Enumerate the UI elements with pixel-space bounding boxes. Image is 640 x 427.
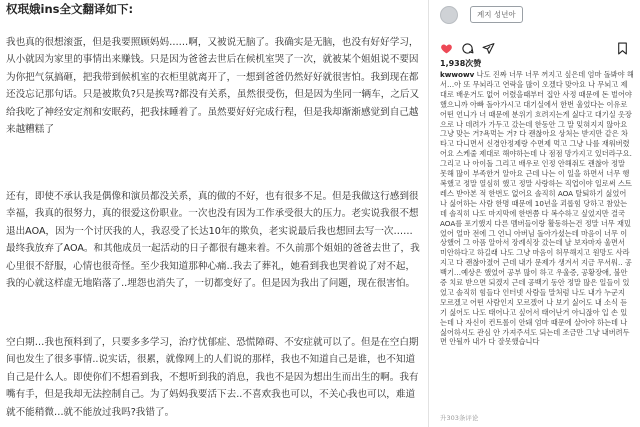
post-caption bbox=[440, 70, 634, 404]
heart-icon[interactable] bbox=[440, 40, 453, 53]
translation-title: 权珉娥ins全文翻译如下: bbox=[6, 2, 134, 16]
comment-icon[interactable] bbox=[461, 40, 474, 53]
post-action-bar bbox=[440, 40, 495, 53]
bookmark-icon[interactable] bbox=[616, 40, 629, 53]
avatar[interactable] bbox=[440, 6, 458, 24]
translation-paragraph-3: 空白期…我也预料到了，只要多多学习，治疗忧郁症、恐慌障碍、不安症就可以了。但是在空白期间也发生了很多事情..说实话，很累，就像网上的人们说的那样，我也不知道自己是谁，也不知道自己是什么人。即使你们不想看到我，不想听到我的消息，我也不是因为想出生而出生的啊。我有嘴有手，但是我却无法控制自己。为了妈妈我要活下去..不喜欢我也可以，不关心我也可以，难道就不能稍微…就不能放过我吗?我错了。 bbox=[6, 337, 419, 418]
translate-button[interactable]: 계지 성년아 bbox=[470, 6, 523, 23]
post-username[interactable]: kwwowv bbox=[440, 70, 475, 79]
comments-link[interactable]: 升303条评论 bbox=[440, 414, 479, 422]
post-caption-text: 나도 진짜 너무 너무 꺼지고 싶은데 엄마 돌봐야 해서…아 또 무뇌라고 연락을 많이 오겠다 맞아요 나 무뇌고 제대로 배운거도 없어 어렸을때부터 집안 사정 때문에 돈 벌어야 했으니까 아빠 돌아가시고 대기실에서 한번 울었다는 이유로 어떤 언니가 너 때문에 분위기 흐려지는게 싫다고 대기실 옷장으로 나 데려가 가두고 갔는데 한동안 그 말 잊혀지지 않아요 그냥 맞는 거?욕먹는 거? 다 괜찮아요 상처는 받지만 같은 차 타고 다니면서 신경안정제랑 수면제 먹고 그냥 나를 재워버렸어요 스케줄 제대로 해야하는데 나 점점 망가지고 있더라구요. 그리고 나 아이돌 그리고 배우로 인정 안해줘도 괜찮아 정말 못해 많이 부족한거 알아요 근데 나는 이 일을 하면서 너무 행복했고 정말 열심히 했고 정말 사랑하는 직업이야 일로써 스트레스 받아본 적 한번도 없어요 솔직히 AOA 탈퇴하기 싫었어 나 싫어하는 사람 한명 때문에 10년을 괴롭힘 당하고 참았는데 솔직히 나도 마지막에 한번쯤 다 복수하고 싶었지만 결국 AOA를 포기했지 다른 멤버들이랑 활동하는건 정말 너무 재밌었어 얼마 전에 그 언니 아버님 돌아가셨는데 마음이 너무 이상했어 그 아픔 알아서 장례식장 갔는데 날 보자마자 울면서 미안하다고 하길래 나도 그냥 마음이 허무해지고 원망도 사라지고 다 괜찮아졌어 근데 내가 문제가 생겨서 지금 무서워.. 공백기…예상은 했었어 공부 많이 하고 우울증, 공황장애, 불안증 치료 받으면 되겠지 근데 공백기 동안 정말 많은 일들이 있었고 솔직히 힘들다 인터넷 사람들 말처럼 나도 내가 누군지 모르겠고 어떤 사람인지 모르겠어 나 보기 싫어도 내 소식 듣기 싫어도 나도 태어나고 싶어서 태어난거 아니잖아 입 손 있는데 나 자신이 컨트롤이 안돼 엄마 때문에 살아야 하는데 나 싫어하셔도 관심 안 가져주셔도 되는데 조금만 그냥 내버려두면 안될까 내가 다 잘못했습니다 bbox=[440, 70, 634, 347]
translation-paragraph-1: 我也真的很想滚蛋，但是我要照顾妈妈……啊，又被说无脑了。我确实是无脑，也没有好好学习，从小就因为家里的事情出来赚钱。只是因为爸爸去世后在候机室哭了一次，就被某个姐姐说不要因为你把气氛搞砸，把我带到候机室的衣柜里就离开了，一想到爸爸仍然好好就很害怕。我到现在都还没忘记那句话。只是被欺负?只是挨骂?都没有关系，虽然很受伤，但是因为坐同一辆车，之后又给我吃了神经安定剂和安眠药，把我抹睡着了。虽然要好好完成行程，但是我却渐渐感觉到自己越来越糟糕了 bbox=[6, 37, 420, 136]
like-count[interactable]: 1,938次赞 bbox=[440, 59, 482, 68]
send-icon[interactable] bbox=[482, 40, 495, 53]
panel-divider bbox=[428, 0, 429, 427]
translation-paragraph-2: 还有，即使不承认我是偶像和演员都没关系，真的做的不好，也有很多不足。但是我做这行感到很幸福，我真的很努力，真的很爱这份职业。一次也没有因为工作承受很大的压力。老实说我很不想退出AOA，因为一个讨厌我的人，我忍受了长达10年的欺负，老实说最后我也想回去写一次……最终我放弃了AOA。和其他成员一起活动的日子都很有趣来着。不久前那个姐姐的爸爸去世了，我心里很不舒服，心情也很奇怪。至少我知道那种心痛..我去了葬礼，她看到我也哭着说了对不起，我的心就这样虚无地陷落了..埋怨也消失了，一切都变好了。但是因为我出了问题，现在很害怕。 bbox=[6, 191, 420, 290]
